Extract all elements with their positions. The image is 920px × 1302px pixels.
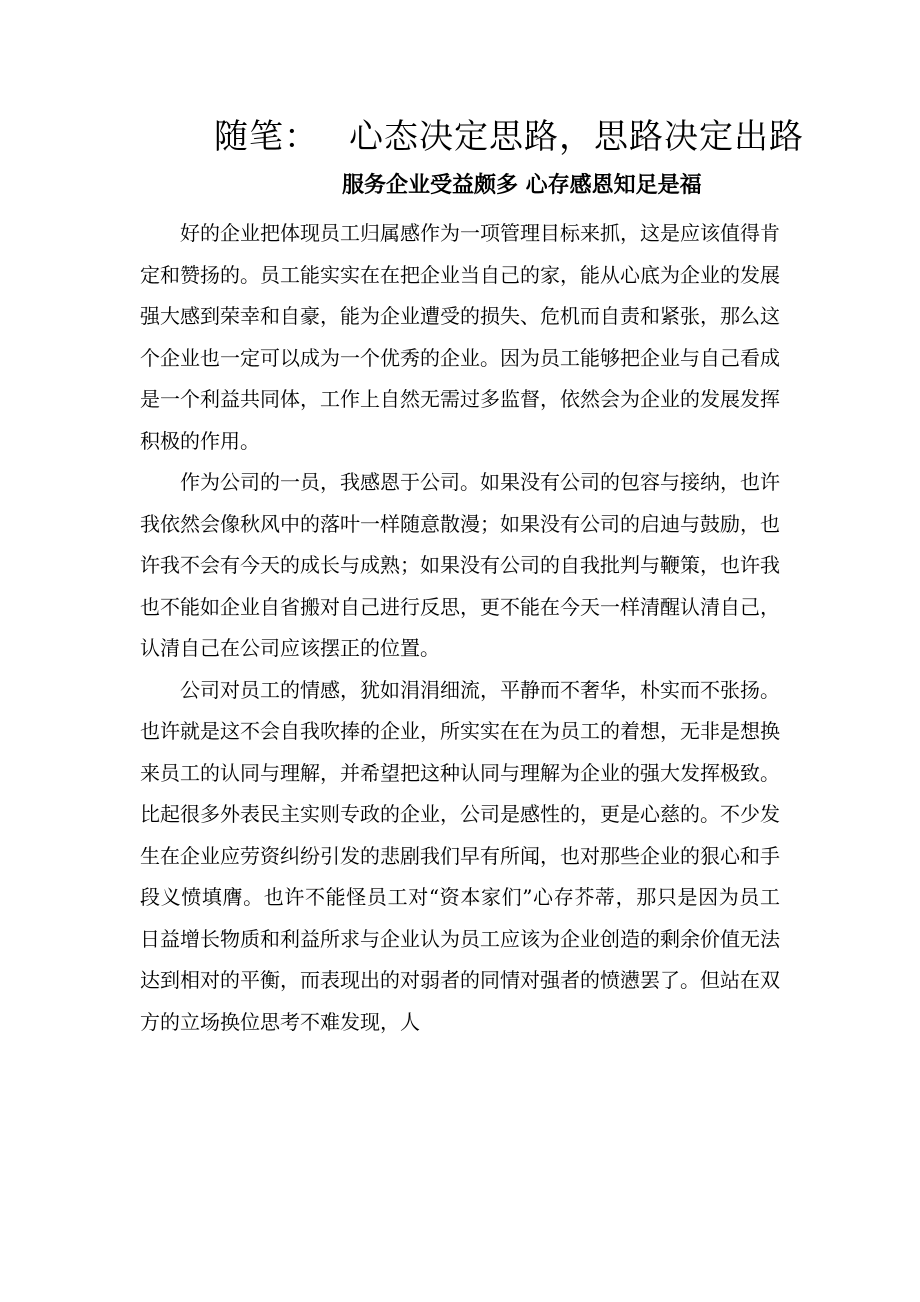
document-body: [140, 213, 780, 1043]
title-main: 心态决定思路，思路决定出路: [349, 117, 804, 157]
document-subtitle: 服务企业受益颇多 心存感恩知足是福: [342, 172, 702, 198]
paragraph-1: 好的企业把体现员工归属感作为一项管理目标来抓，这是应该值得肯定和赞扬的。员工能实实在在把企业当自己的家，能从心底为企业的发展强大感到荣幸和自豪，能为企业遭受的损失、危机而自责和紧张，那么这个企业也一定可以成为一个优秀的企业。因为员工能够把企业与自己看成是一个利益共同体，工作上自然无需过多监督，依然会为企业的发展发挥积极的作用。: [140, 221, 780, 453]
paragraph-2: 作为公司的一员，我感恩于公司。如果没有公司的包容与接纳，也许我依然会像秋风中的落叶一样随意散漫；如果没有公司的启迪与鼓励，也许我不会有今天的成长与成熟；如果没有公司的自我批判与鞭策，也许我也不能如企业自省搬对自己进行反思，更不能在今天一样清醒认清自己，认清自己在公司应该摆正的位置。: [140, 470, 780, 660]
document-title: [214, 112, 804, 162]
paragraph-3: 公司对员工的情感，犹如涓涓细流，平静而不奢华，朴实而不张扬。也许就是这不会自我吹捧的企业，所实实在在为员工的着想，无非是想换来员工的认同与理解，并希望把这种认同与理解为企业的强大发挥极致。比起很多外表民主实则专政的企业，公司是感性的，更是心慈的。不少发生在企业应劳资纠纷引发的悲剧我们早有所闻，也对那些企业的狠心和手段义愤填膺。也许不能怪员工对“资本家们”心存芥蒂，那只是因为员工日益增长物质和利益所求与企业认为员工应该为企业创造的剩余价值无法达到相对的平衡，而表现出的对弱者的同情对强者的愤懑罢了。但站在双方的立场换位思考不难发现，人: [140, 677, 780, 1034]
title-prefix: 随笔：: [214, 117, 319, 157]
